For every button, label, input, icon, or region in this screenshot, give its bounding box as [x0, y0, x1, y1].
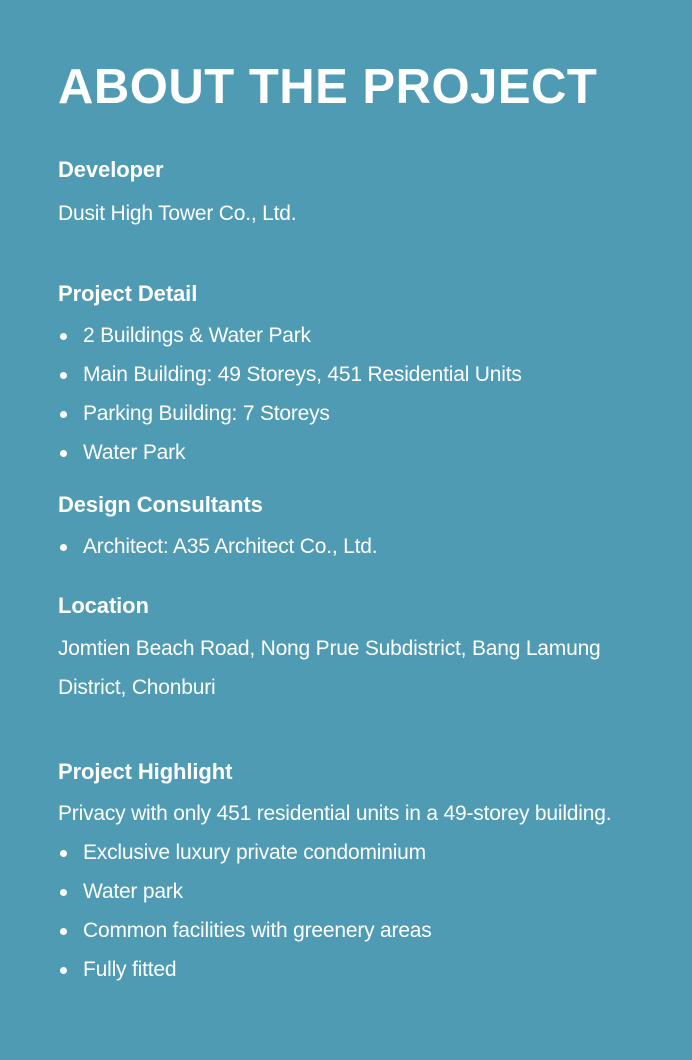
project-detail-list: [58, 316, 652, 472]
developer-section: [58, 157, 652, 233]
location-heading: Location: [58, 593, 149, 618]
list-item: Common facilities with greenery areas: [58, 911, 652, 950]
design-consultants-heading: Design Consultants: [58, 492, 263, 517]
location-section: [58, 593, 652, 707]
developer-heading: Developer: [58, 157, 164, 182]
developer-value: Dusit High Tower Co., Ltd.: [58, 202, 297, 225]
list-item: Water park: [58, 872, 652, 911]
list-item: Fully fitted: [58, 950, 652, 989]
list-item: Architect: A35 Architect Co., Ltd.: [58, 527, 652, 566]
project-highlight-section: [58, 759, 652, 989]
list-item: Exclusive luxury private condominium: [58, 833, 652, 872]
design-consultants-section: [58, 492, 652, 566]
list-item: Main Building: 49 Storeys, 451 Residential Units: [58, 355, 652, 394]
project-detail-heading: Project Detail: [58, 281, 198, 306]
project-highlight-list: [58, 833, 652, 989]
design-consultants-list: [58, 527, 652, 566]
location-value: Jomtien Beach Road, Nong Prue Subdistrict, Bang Lamung District, Chonburi: [58, 637, 601, 699]
list-item: Parking Building: 7 Storeys: [58, 394, 652, 433]
project-highlight-intro: Privacy with only 451 residential units in a 49-storey building.: [58, 802, 612, 825]
list-item: Water Park: [58, 433, 652, 472]
project-highlight-heading: Project Highlight: [58, 759, 233, 784]
list-item: 2 Buildings & Water Park: [58, 316, 652, 355]
page-title: ABOUT THE PROJECT: [58, 60, 598, 114]
project-detail-section: [58, 281, 652, 472]
